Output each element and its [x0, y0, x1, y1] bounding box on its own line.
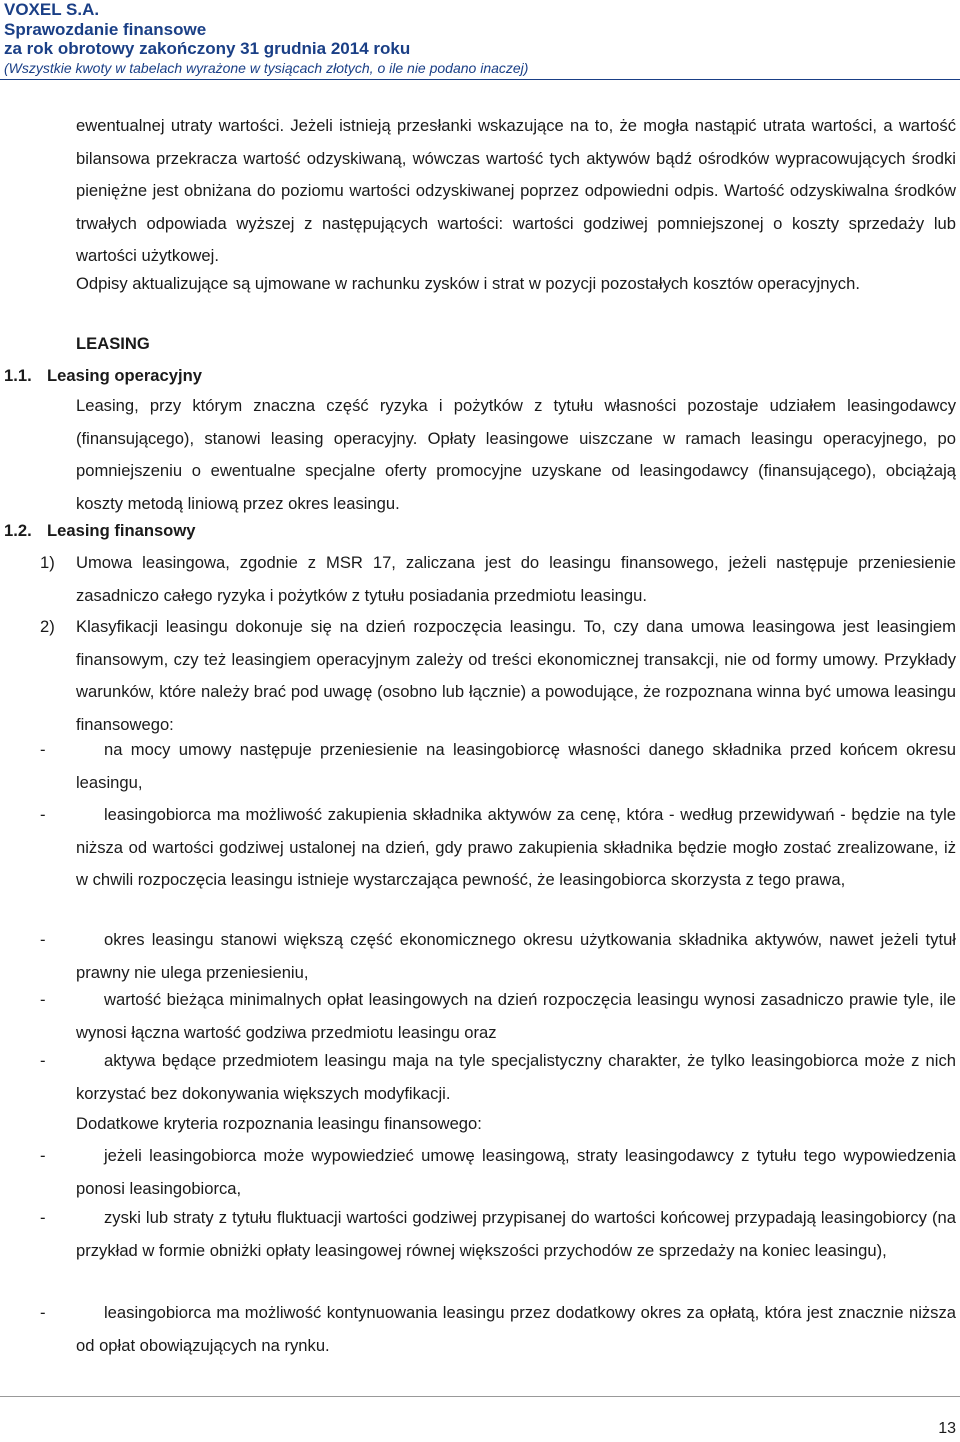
amounts-note: (Wszystkie kwoty w tabelach wyrażone w tysiącach złotych, o ile nie podano inaczej) [4, 59, 529, 76]
header-divider [0, 79, 960, 80]
subsection-number-1-1: 1.1. [4, 366, 32, 385]
bullet-dash: - [40, 1303, 46, 1322]
criterion-secondary-period: leasingobiorca ma możliwość kontynuowania leasingu przez dodatkowy okres za opłatą, która jest znacznie niższa od opłat obowiązujących na rynku. [76, 1303, 956, 1355]
criterion-purchase-option: leasingobiorca ma możliwość zakupienia składnika aktywów za cenę, która - według przewidywań - będzie na tyle niższa od wartości godziwej ustalonej na dzień, gdy prawo zakupienia składnika będzie mogło zostać zrealizowane, iż w chwili rozpoczęcia leasingu istnieje wystarczająca pewność, że leasingobiorca skorzysta z tego prawa, [76, 805, 956, 889]
finance-lease-item-2: Klasyfikacji leasingu dokonuje się na dzień rozpoczęcia leasingu. To, czy dana umowa leasingowa jest leasingiem finansowym, czy też leasingiem operacyjnym zależy od treści ekonomicznej transakcji, nie od formy umowy. Przykłady warunków, które należy brać pod uwagę (osobno lub łącznie) a powodujące, że rozpoznana winna być umowa leasingu finansowego: [76, 617, 956, 734]
impairment-paragraph: ewentualnej utraty wartości. Jeżeli istnieją przesłanki wskazujące na to, że mogła nastąpić utrata wartości, a wartość bilansowa przekracza wartość odzyskiwaną, wówczas wartość tych aktywów bądź ośrodków wypracowujących środki pieniężne jest obniżana do poziomu wartości odzyskiwanej poprzez odpowiedni odpis. Wartość odzyskiwalna środków trwałych odpowiada wyższej z następujących wartości: wartości godziwej pomniejszonej o koszty sprzedaży lub wartości użytkowej. [76, 116, 956, 265]
item-number-1: 1) [40, 553, 55, 572]
bullet-dash: - [40, 990, 46, 1009]
write-off-paragraph: Odpisy aktualizujące są ujmowane w rachunku zysków i strat w pozycji pozostałych kosztów operacyjnych. [76, 274, 860, 293]
item-number-2: 2) [40, 617, 55, 636]
bullet-dash: - [40, 805, 46, 824]
bullet-dash: - [40, 1146, 46, 1165]
criterion-residual-value: zyski lub straty z tytułu fluktuacji wartości godziwej przypisanej do wartości końcowej przypadają leasingobiorcy (na przykład w formie obniżki opłaty leasingowej równej większości przychodów ze sprzedaży na koniec leasingu), [76, 1208, 956, 1260]
report-title: Sprawozdanie finansowe [4, 19, 207, 39]
company-name: VOXEL S.A. [4, 0, 100, 19]
subsection-title-finance-lease: Leasing finansowy [47, 521, 196, 540]
additional-criteria-title: Dodatkowe kryteria rozpoznania leasingu finansowego: [76, 1114, 482, 1133]
criterion-lease-term: okres leasingu stanowi większą część ekonomicznego okresu użytkowania składnika aktywów, nawet jeżeli tytuł prawny nie ulega przeniesieniu, [76, 930, 956, 982]
page-number: 13 [938, 1420, 956, 1437]
bullet-dash: - [40, 1051, 46, 1070]
bullet-dash: - [40, 1208, 46, 1227]
finance-lease-item-1: Umowa leasingowa, zgodnie z MSR 17, zaliczana jest do leasingu finansowego, jeżeli następuje przeniesienie zasadniczo całego ryzyka i pożytków z tytułu posiadania przedmiotu leasingu. [76, 553, 956, 605]
criterion-present-value: wartość bieżąca minimalnych opłat leasingowych na dzień rozpoczęcia leasingu wynosi zasadniczo prawie tyle, ile wynosi łączna wartość godziwa przedmiotu leasingu oraz [76, 990, 956, 1042]
report-period: za rok obrotowy zakończony 31 grudnia 2014 roku [4, 39, 411, 58]
operating-lease-paragraph: Leasing, przy którym znaczna część ryzyka i pożytków z tytułu własności pozostaje udziałem leasingodawcy (finansującego), stanowi leasing operacyjny. Opłaty leasingowe uiszczane w ramach leasingu operacyjnego, po pomniejszeniu o ewentualne specjalne oferty promocyjne uzyskane od leasingodawcy (finansującego), obciążają koszty metodą liniową przez okres leasingu. [76, 396, 956, 513]
subsection-title-operating-lease: Leasing operacyjny [47, 366, 202, 385]
subsection-number-1-2: 1.2. [4, 521, 32, 540]
bullet-dash: - [40, 930, 46, 949]
criterion-ownership-transfer: na mocy umowy następuje przeniesienie na leasingobiorcę własności danego składnika przed końcem okresu leasingu, [76, 740, 956, 792]
criterion-specialised-assets: aktywa będące przedmiotem leasingu maja na tyle specjalistyczny charakter, że tylko leasingobiorca może z nich korzystać bez dokonywania większych modyfikacji. [76, 1051, 956, 1103]
document-header [4, 0, 528, 78]
section-title-leasing: LEASING [76, 334, 150, 353]
bullet-dash: - [40, 740, 46, 759]
criterion-cancellation-losses: jeżeli leasingobiorca może wypowiedzieć umowę leasingową, straty leasingodawcy z tytułu tego wypowiedzenia ponosi leasingobiorca, [76, 1146, 956, 1198]
footer-divider [0, 1396, 960, 1397]
